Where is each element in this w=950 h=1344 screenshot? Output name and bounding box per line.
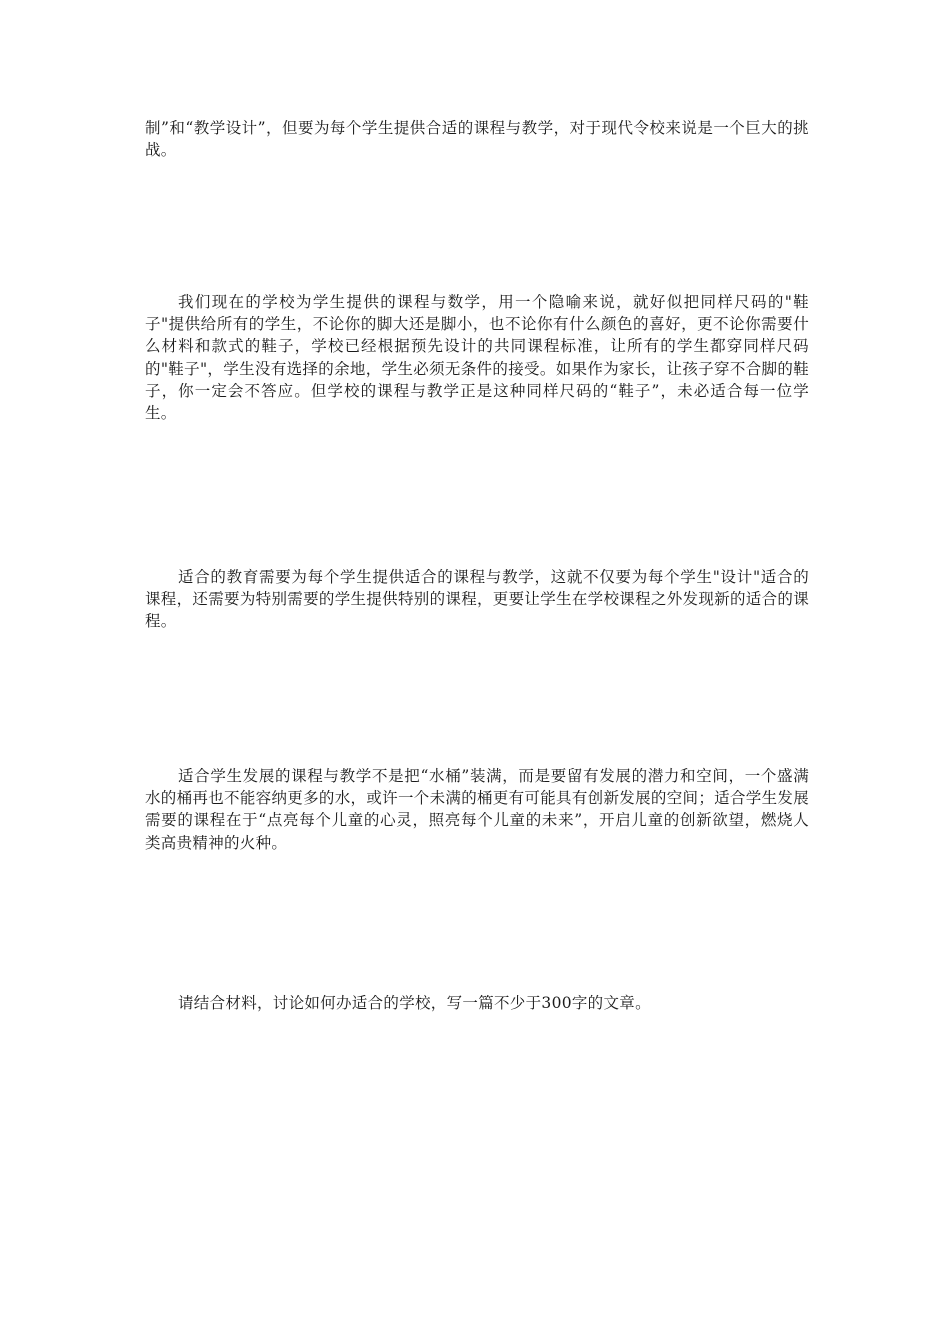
paragraph-suitable-education: 适合的教育需要为每个学生提供适合的课程与教学，这就不仅要为每个学生"设计"适合的课程，还需要为特别需要的学生提供特别的课程，更要让学生在学校课程之外发现新的适合的课程。 — [145, 568, 809, 631]
paragraph-shoe-metaphor: 我们现在的学校为学生提供的课程与数学，用一个隐喻来说，就好似把同样尺码的"鞋子"提供给所有的学生，不论你的脚大还是脚小，也不论你有什么颜色的喜好，更不论你需要什么材料和款式的鞋子，学校已经根据预先设计的共同课程标准，让所有的学生都穿同样尺码的"鞋子"，学生没有选择的余地，学生必须无条件的接受。如果作为家长，让孩子穿不合脚的鞋子，你一定会不答应。但学校的课程与教学正是这种同样尺码的“鞋子”，未必适合每一位学生。 — [145, 293, 809, 423]
paragraph-writing-prompt: 请结合材料，讨论如何办适合的学校，写一篇不少于300字的文章。 — [178, 994, 651, 1012]
paragraph-intro-continuation: 制”和“教学设计”，但要为每个学生提供合适的课程与教学，对于现代令校来说是一个巨大的挑战。 — [145, 119, 809, 160]
paragraph-water-bucket: 适合学生发展的课程与教学不是把“水桶”装满，而是要留有发展的潜力和空间，一个盛满水的桶再也不能容纳更多的水，或许一个未满的桶更有可能具有创新发展的空间；适合学生发展需要的课程在于“点亮每个儿童的心灵，照亮每个儿童的未来”，开启儿童的创新欲望，燃烧人类高贵精神的火种。 — [145, 767, 809, 852]
